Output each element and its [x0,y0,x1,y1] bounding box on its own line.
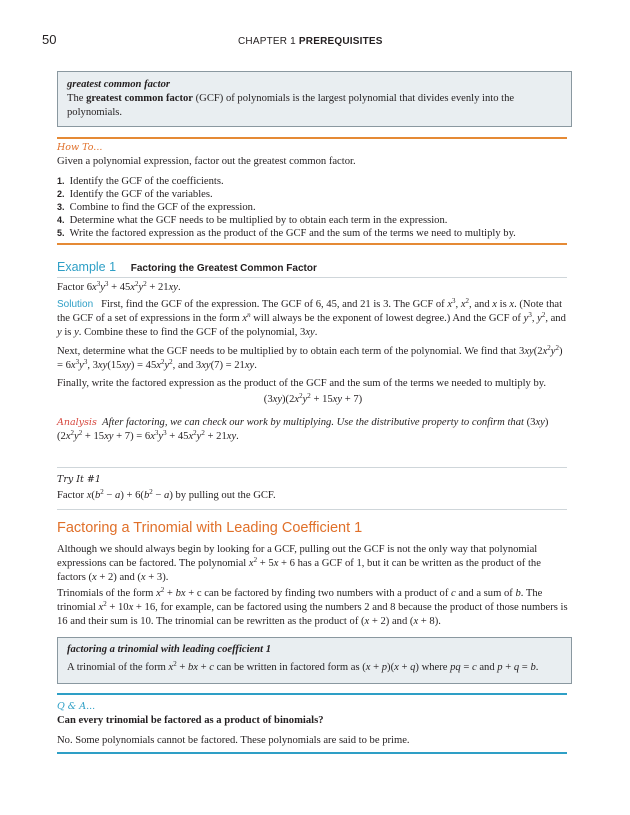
para2-text: can be factored by finding two numbers with a product of [201,588,452,599]
howto-steps [57,174,569,239]
finally-text: Finally, write the factored expression as the product of the GCF and the sum of the terms we needed to multiply by. [57,378,547,389]
example-problem: Factor $6x^3y^3 + 45x^2y^2 + 21xy$. [57,280,181,293]
factored-result: $(3xy)(2x^2y^2 + 15xy + 7)$ [263,392,363,405]
step-number: 2. [57,189,65,199]
solution-label: Solution [57,299,94,310]
section-paragraph-1: Although we should always begin by looking for a GCF, pulling out the GCF is not the only way that polynomial expressions can be factored. The polynomial $x^2 + 5x + 6$ has a GCF of 1, but it can be written as the product of the factors (x + 2) and (x + 3). [57,544,541,583]
tryit-post: by pulling out the GCF. [172,490,276,501]
tryit-bottom-rule [57,509,567,510]
howto-top-rule [57,137,567,139]
chapter-header [238,35,383,49]
definition-title: greatest common factor [67,79,170,90]
step-text: Determine what the GCF needs to be multiplied by to obtain each term in the expression. [69,215,448,226]
step-text: Write the factored expression as the product of the GCF and the sum of the terms we need to multiply by. [69,228,516,239]
page-number: 50 [42,32,57,47]
example-heading [57,260,569,276]
qa-top-rule [57,693,567,695]
definition-box-gcf [57,71,572,127]
analysis-paragraph: Analysis After factoring, we can check our work by multiplying. Use the distributive property to confirm that $(3xy)(2x^2y^2 + 15xy + 7) = 6x^3y^3 + 45x^2y^2 + 21xy$. [57,417,549,442]
example-title: Factoring the Greatest Common Factor [130,263,317,274]
chapter-title: PREREQUISITES [298,36,383,47]
qa-answer: No. Some polynomials cannot be factored. These polynomials are said to be prime. [57,735,410,746]
next-step-text: Next, determine what the GCF needs to be multiplied by to obtain each term of the polynomial. We find that [57,346,517,357]
example-divider [57,277,567,278]
howto-step [57,174,569,187]
section-heading: Factoring a Trinomial with Leading Coefficient 1 [57,520,363,536]
qa-label: Q & A... [57,701,96,712]
qa-bottom-rule [57,752,567,754]
howto-intro: Given a polynomial expression, factor out the greatest common factor. [57,156,356,167]
howto-step [57,187,569,200]
howto-step [57,213,569,226]
definition-prefix: The [67,93,87,104]
definition-term: greatest common factor [86,93,193,104]
section-paragraph-2: Trinomials of the form $x^2$ + bx + c can be factored by finding two numbers with a product of c and a sum of b. The trinomial $x^2 + 10x + 16$, for example, can be factored using the numbers 2 and 8 because the product of those numbers is 16 and their sum is 10. The trinomial can be rewritten as the product of (x + 2) and (x + 8). [57,586,568,627]
step-number: 4. [57,215,65,225]
step-number: 1. [57,176,65,186]
definition-body [67,92,562,120]
next-step-paragraph: Next, determine what the GCF needs to be multiplied by to obtain each term of the polynomial. We find that $3xy(2x^2y^2) = 6x^3y^3$, $3xy(15xy) = 45x^2y^2$, and 3xy(7) = 21xy. [57,344,563,371]
step-text: Combine to find the GCF of the expression. [69,202,256,213]
tryit-label: Try It #1 [57,474,101,485]
step-number: 3. [57,202,65,212]
chapter-label: CHAPTER 1 [238,36,296,47]
tryit-pre: Factor [57,490,87,501]
solution-paragraph: Solution First, find the GCF of the expression. The GCF of 6, 45, and 21 is 3. The GCF of $x^3$, $x^2$, and x is x. (Note that the GCF of a set of expressions in the form $x^n$ will always be the exponent of lowest degree.) And the GCF of $y^3$, $y^2$, and y is y. Combine these to find the GCF of the polynomial, 3xy. [57,297,566,338]
howto-step [57,226,569,239]
qa-question: Can every trinomial be factored as a product of binomials? [57,715,324,726]
step-number: 5. [57,228,65,238]
howto-step [57,200,569,213]
step-text: Identify the GCF of the variables. [69,189,213,200]
howto-label: How To... [57,142,103,153]
step-text: Identify the GCF of the coefficients. [69,176,224,187]
definition-text: (GCF) of polynomials is the largest polynomial that divides evenly into the polynomials. [67,93,515,118]
tryit-problem: Factor $x(b^2 - a) + 6(b^2 - a)$ by pulling out the GCF. [57,488,276,501]
definition-box-trinomial [57,637,572,684]
trinomial-definition-title: factoring a trinomial with leading coefficient 1 [67,644,272,655]
tryit-top-rule [57,467,567,468]
howto-bottom-rule [57,243,567,245]
example-label: Example 1 [57,260,117,274]
analysis-label: Analysis [57,417,97,428]
trinomial-definition-body: A trinomial of the form $x^2$ + bx + c can be written in factored form as (x + p)(x + q) where pq = c and p + q = b. [67,660,539,673]
